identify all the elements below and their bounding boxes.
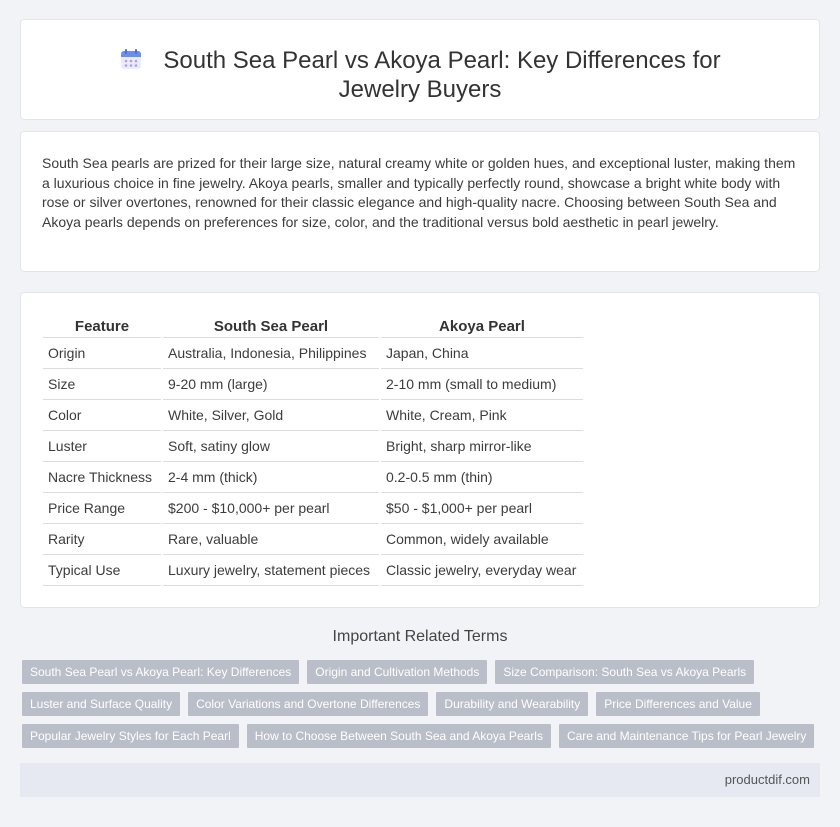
related-term-tag[interactable]: Size Comparison: South Sea vs Akoya Pearls	[495, 660, 754, 684]
related-term-tag[interactable]: Care and Maintenance Tips for Pearl Jewelry	[559, 724, 814, 748]
related-term-tag[interactable]: Durability and Wearability	[436, 692, 588, 716]
table-cell: Origin	[43, 337, 162, 368]
related-term-tag[interactable]: Luster and Surface Quality	[22, 692, 180, 716]
table-row	[43, 461, 583, 492]
related-term-tag[interactable]: South Sea Pearl vs Akoya Pearl: Key Differences	[22, 660, 299, 684]
table-cell: Price Range	[43, 492, 162, 523]
table-cell: 2-4 mm (thick)	[162, 461, 380, 492]
header-akoya: Akoya Pearl	[380, 316, 583, 337]
related-term-tag[interactable]: Color Variations and Overtone Differences	[188, 692, 428, 716]
table-row	[43, 523, 583, 554]
table-cell: $50 - $1,000+ per pearl	[380, 492, 583, 523]
table-row	[43, 337, 583, 368]
related-term-tag[interactable]: Price Differences and Value	[596, 692, 760, 716]
related-terms-title: Important Related Terms	[332, 628, 508, 645]
header-card	[20, 19, 820, 120]
header-feature: Feature	[43, 316, 162, 337]
table-header-row	[43, 316, 583, 337]
header-south-sea: South Sea Pearl	[162, 316, 380, 337]
page-title-wrap	[21, 46, 819, 104]
calendar-icon	[119, 47, 143, 71]
table-row	[43, 399, 583, 430]
table-cell: White, Cream, Pink	[380, 399, 583, 430]
table-row	[43, 492, 583, 523]
table-cell: Luxury jewelry, statement pieces	[162, 554, 380, 585]
table-cell: Size	[43, 368, 162, 399]
table-cell: Bright, sharp mirror-like	[380, 430, 583, 461]
footer	[20, 763, 820, 797]
table-row	[43, 554, 583, 585]
related-term-tag[interactable]: How to Choose Between South Sea and Akoya Pearls	[247, 724, 551, 748]
table-cell: 0.2-0.5 mm (thin)	[380, 461, 583, 492]
intro-card	[20, 131, 820, 272]
table-cell: $200 - $10,000+ per pearl	[162, 492, 380, 523]
table-cell: Soft, satiny glow	[162, 430, 380, 461]
table-row	[43, 368, 583, 399]
table-cell: Common, widely available	[380, 523, 583, 554]
table-cell: Classic jewelry, everyday wear	[380, 554, 583, 585]
tag-row	[22, 724, 812, 748]
table-cell: Typical Use	[43, 554, 162, 585]
page-title: South Sea Pearl vs Akoya Pearl: Key Differences for Jewelry Buyers	[163, 47, 721, 103]
table-cell: White, Silver, Gold	[162, 399, 380, 430]
table-cell: 2-10 mm (small to medium)	[380, 368, 583, 399]
table-cell: Rarity	[43, 523, 162, 554]
comparison-table	[43, 316, 583, 586]
table-cell: Japan, China	[380, 337, 583, 368]
table-cell: Rare, valuable	[162, 523, 380, 554]
footer-site-link[interactable]: productdif.com	[724, 772, 810, 787]
table-cell: Australia, Indonesia, Philippines	[162, 337, 380, 368]
related-term-tag[interactable]: Origin and Cultivation Methods	[307, 660, 487, 684]
table-row	[43, 430, 583, 461]
related-term-tag[interactable]: Popular Jewelry Styles for Each Pearl	[22, 724, 239, 748]
table-cell: Color	[43, 399, 162, 430]
table-cell: Luster	[43, 430, 162, 461]
related-terms-tags	[22, 660, 812, 756]
comparison-table-card	[20, 292, 820, 608]
table-cell: 9-20 mm (large)	[162, 368, 380, 399]
tag-row	[22, 692, 812, 716]
table-cell: Nacre Thickness	[43, 461, 162, 492]
intro-paragraph: South Sea pearls are prized for their large size, natural creamy white or golden hues, and exceptional luster, making them a luxurious choice in fine jewelry. Akoya pearls, smaller and typically perfectly round, showcase a bright white body with rose or silver overtones, renowned for their classic elegance and high-quality nacre. Choosing between South Sea and Akoya pearls depends on preferences for size, color, and the traditional versus bold aesthetic in pearl jewelry.	[42, 155, 796, 230]
tag-row	[22, 660, 812, 684]
